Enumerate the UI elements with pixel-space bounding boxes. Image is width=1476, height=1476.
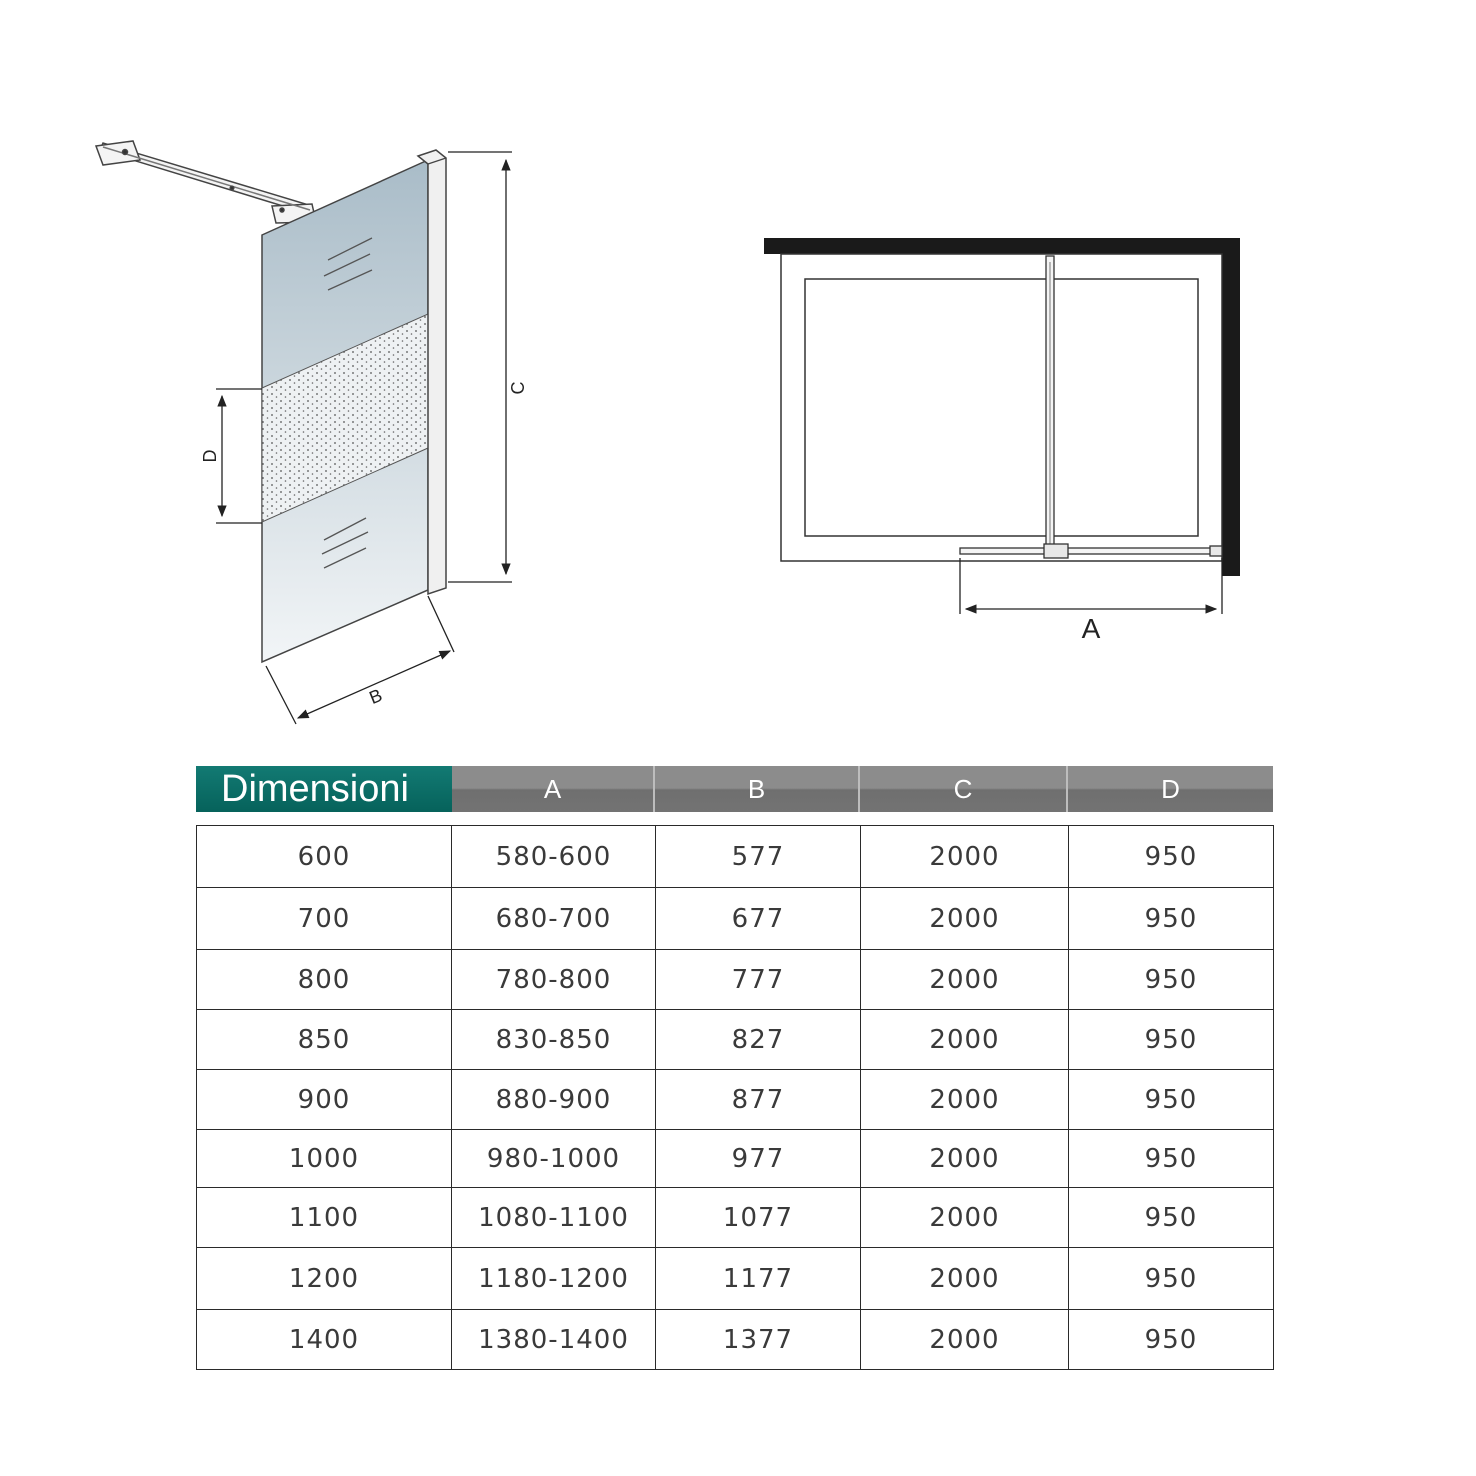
- cell-size: 1200: [197, 1248, 452, 1310]
- label-c: C: [508, 381, 528, 395]
- table-row: [197, 1310, 1274, 1370]
- cell-d: 950: [1069, 888, 1274, 950]
- table-row: [197, 1130, 1274, 1188]
- cell-b: 1177: [656, 1248, 861, 1310]
- cell-d: 950: [1069, 826, 1274, 888]
- back-wall: [764, 238, 1240, 254]
- dimensions-table-body: [197, 826, 1274, 1370]
- label-b: B: [366, 684, 386, 708]
- table-row: [197, 950, 1274, 1010]
- dimension-c: [448, 152, 512, 582]
- cell-size: 900: [197, 1070, 452, 1130]
- table-header: [196, 766, 1273, 812]
- cell-c: 2000: [861, 950, 1069, 1010]
- cell-d: 950: [1069, 1310, 1274, 1370]
- label-a: A: [1081, 613, 1101, 644]
- cell-size: 600: [197, 826, 452, 888]
- cell-b: 1377: [656, 1310, 861, 1370]
- shower-plan-view: [764, 238, 1240, 644]
- cell-c: 2000: [861, 1248, 1069, 1310]
- cell-size: 800: [197, 950, 452, 1010]
- cell-a: 830-850: [452, 1010, 656, 1070]
- cell-b: 577: [656, 826, 861, 888]
- dimension-a: [960, 558, 1222, 614]
- cell-a: 780-800: [452, 950, 656, 1010]
- cell-size: 1000: [197, 1130, 452, 1188]
- table-title: Dimensioni: [196, 766, 452, 812]
- cell-a: 580-600: [452, 826, 656, 888]
- shower-tray-inner: [805, 279, 1198, 536]
- column-header-d: D: [1068, 766, 1273, 812]
- cell-size: 700: [197, 888, 452, 950]
- cell-a: 1180-1200: [452, 1248, 656, 1310]
- cell-a: 1380-1400: [452, 1310, 656, 1370]
- cell-b: 677: [656, 888, 861, 950]
- table-row: [197, 826, 1274, 888]
- side-wall: [1222, 238, 1240, 576]
- cell-d: 950: [1069, 950, 1274, 1010]
- cell-b: 1077: [656, 1188, 861, 1248]
- glass-panel-perspective: [96, 141, 528, 724]
- dimension-d: [216, 389, 262, 523]
- support-bar: [96, 141, 316, 223]
- table-row: [197, 1248, 1274, 1310]
- cell-a: 680-700: [452, 888, 656, 950]
- cell-c: 2000: [861, 1188, 1069, 1248]
- cell-size: 1100: [197, 1188, 452, 1248]
- table-row: [197, 1070, 1274, 1130]
- column-header-a: A: [452, 766, 655, 812]
- cell-d: 950: [1069, 1130, 1274, 1188]
- cell-c: 2000: [861, 1070, 1069, 1130]
- cell-d: 950: [1069, 1070, 1274, 1130]
- cell-c: 2000: [861, 826, 1069, 888]
- cell-b: 877: [656, 1070, 861, 1130]
- cell-b: 977: [656, 1130, 861, 1188]
- cell-a: 980-1000: [452, 1130, 656, 1188]
- cell-c: 2000: [861, 1010, 1069, 1070]
- plan-glass-panel: [960, 548, 1222, 554]
- cell-d: 950: [1069, 1188, 1274, 1248]
- table-row: [197, 888, 1274, 950]
- cell-a: 1080-1100: [452, 1188, 656, 1248]
- cell-c: 2000: [861, 1130, 1069, 1188]
- cell-c: 2000: [861, 1310, 1069, 1370]
- column-header-c: C: [860, 766, 1068, 812]
- cell-a: 880-900: [452, 1070, 656, 1130]
- cell-d: 950: [1069, 1248, 1274, 1310]
- dimensions-table: [196, 825, 1274, 1370]
- cell-size: 850: [197, 1010, 452, 1070]
- table-row: [197, 1010, 1274, 1070]
- shower-tray-outer: [781, 254, 1222, 561]
- cell-size: 1400: [197, 1310, 452, 1370]
- column-header-b: B: [655, 766, 860, 812]
- cell-b: 777: [656, 950, 861, 1010]
- cell-b: 827: [656, 1010, 861, 1070]
- cell-c: 2000: [861, 888, 1069, 950]
- table-row: [197, 1188, 1274, 1248]
- label-d: D: [200, 449, 220, 463]
- cell-d: 950: [1069, 1010, 1274, 1070]
